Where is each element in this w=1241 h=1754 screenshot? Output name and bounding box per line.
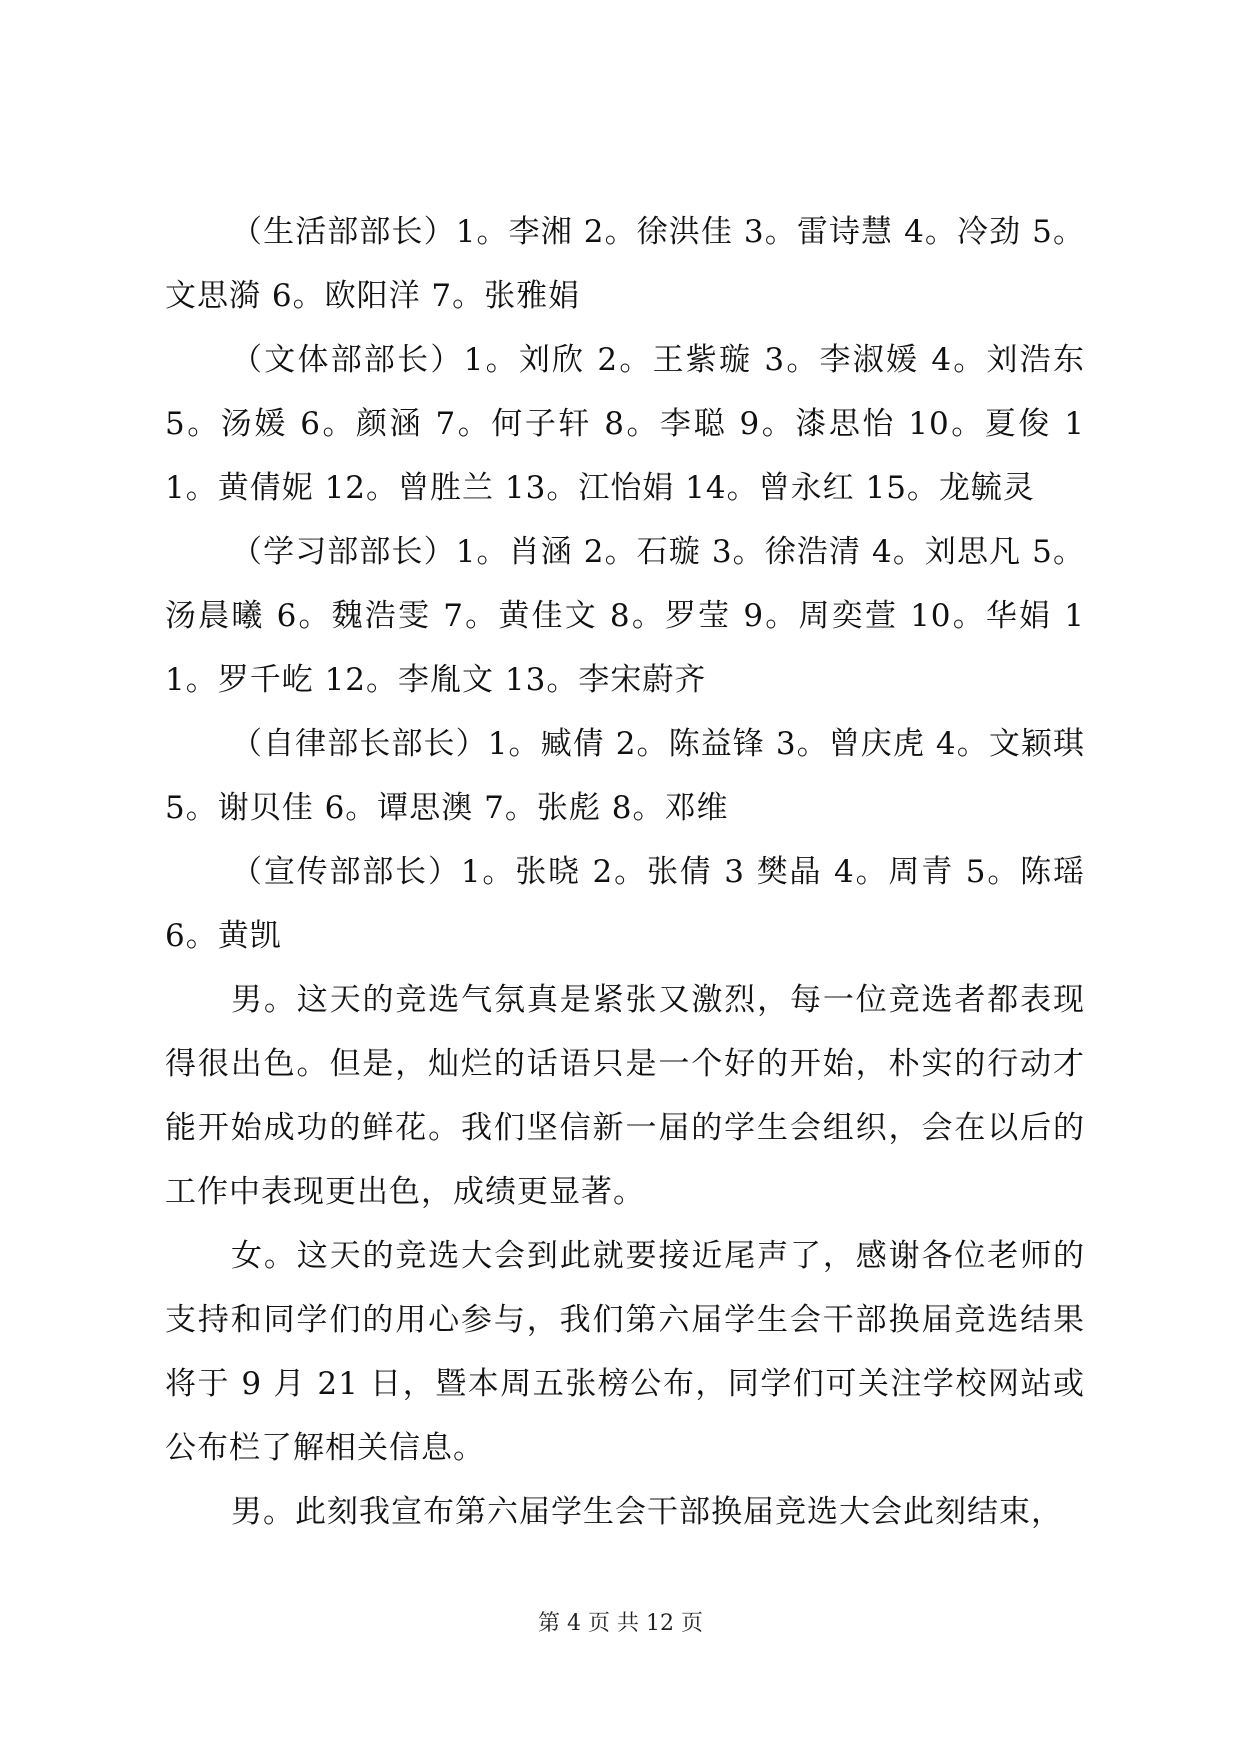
page-number-footer: 第 4 页 共 12 页	[538, 1611, 703, 1636]
paragraph-sports-dept: （文体部部长）1。刘欣 2。王紫璇 3。李淑媛 4。刘浩东 5。汤媛 6。颜涵 7。何子轩 8。李聪 9。漆思怡 10。夏俊 11。黄倩妮 12。曾胜兰 13。江怡娟 14。曾永红 15。龙毓灵	[165, 342, 1085, 506]
paragraph-publicity-dept: （宣传部部长）1。张晓 2。张倩 3 樊晶 4。周青 5。陈瑶 6。黄凯	[165, 854, 1085, 954]
document-body	[165, 200, 1085, 1544]
paragraph-study-dept: （学习部部长）1。肖涵 2。石璇 3。徐浩清 4。刘思凡 5。汤晨曦 6。魏浩雯 7。黄佳文 8。罗莹 9。周奕萱 10。华娟 11。罗千屹 12。李胤文 13。李宋蔚齐	[165, 534, 1085, 698]
paragraph-male-host-1: 男。这天的竞选气氛真是紧张又激烈，每一位竞选者都表现得很出色。但是，灿烂的话语只是一个好的开始，朴实的行动才能开始成功的鲜花。我们坚信新一届的学生会组织，会在以后的工作中表现更出色，成绩更显著。	[165, 982, 1085, 1210]
paragraph-female-host: 女。这天的竞选大会到此就要接近尾声了，感谢各位老师的支持和同学们的用心参与，我们第六届学生会干部换届竞选结果将于 9 月 21 日，暨本周五张榜公布，同学们可关注学校网站或公布栏了解相关信息。	[165, 1238, 1085, 1466]
paragraph-male-host-2: 男。此刻我宣布第六届学生会干部换届竞选大会此刻结束，	[231, 1494, 1063, 1530]
paragraph-discipline-dept: （自律部长部长）1。臧倩 2。陈益锋 3。曾庆虎 4。文颖琪 5。谢贝佳 6。谭思澳 7。张彪 8。邓维	[165, 726, 1085, 826]
paragraph-life-dept: （生活部部长）1。李湘 2。徐洪佳 3。雷诗慧 4。冷劲 5。文思漪 6。欧阳洋 7。张雅娟	[165, 214, 1085, 314]
